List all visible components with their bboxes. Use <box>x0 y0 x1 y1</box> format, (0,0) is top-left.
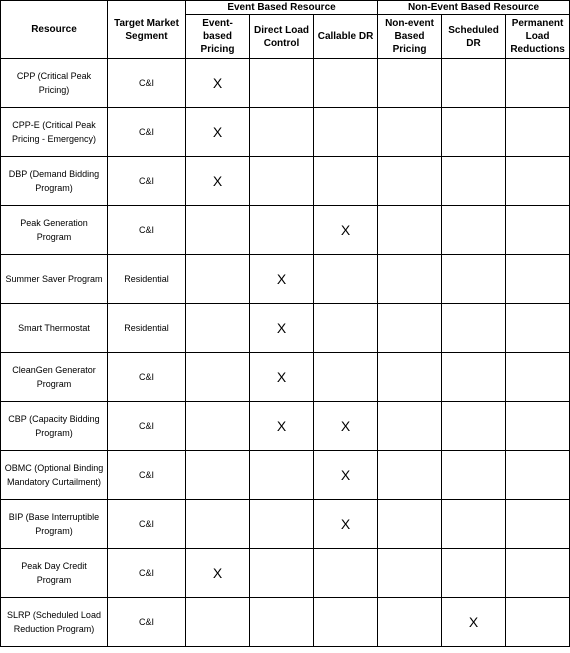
segment-cell: C&I <box>108 598 186 647</box>
mark-cell <box>506 59 570 108</box>
mark-cell <box>250 108 314 157</box>
mark-cell <box>506 598 570 647</box>
mark-cell <box>442 451 506 500</box>
mark-cell: X <box>186 108 250 157</box>
resource-cell: CPP (Critical Peak Pricing) <box>1 59 108 108</box>
table-row <box>1 206 570 255</box>
mark-cell <box>378 451 442 500</box>
mark-cell <box>506 353 570 402</box>
mark-cell <box>378 304 442 353</box>
table-row <box>1 402 570 451</box>
column-header-target-market-segment: Target Market Segment <box>108 1 186 59</box>
mark-cell <box>314 59 378 108</box>
segment-cell: C&I <box>108 108 186 157</box>
table-row <box>1 500 570 549</box>
mark-cell <box>378 108 442 157</box>
mark-cell <box>442 304 506 353</box>
mark-cell <box>378 549 442 598</box>
mark-cell <box>378 157 442 206</box>
mark-cell <box>250 157 314 206</box>
mark-cell <box>314 157 378 206</box>
segment-cell: C&I <box>108 206 186 255</box>
resource-cell: CBP (Capacity Bidding Program) <box>1 402 108 451</box>
group-header-non-event-based: Non-Event Based Resource <box>378 1 570 15</box>
mark-cell <box>506 402 570 451</box>
table-row <box>1 304 570 353</box>
segment-cell: C&I <box>108 500 186 549</box>
mark-cell <box>314 255 378 304</box>
mark-cell <box>250 598 314 647</box>
segment-cell: C&I <box>108 549 186 598</box>
mark-cell: X <box>186 59 250 108</box>
table-row <box>1 353 570 402</box>
mark-cell <box>378 59 442 108</box>
mark-cell <box>186 598 250 647</box>
mark-cell <box>442 255 506 304</box>
mark-cell <box>186 206 250 255</box>
table-row <box>1 59 570 108</box>
column-header-scheduled-dr: Scheduled DR <box>442 15 506 59</box>
mark-cell <box>250 451 314 500</box>
mark-cell <box>378 402 442 451</box>
mark-cell <box>378 206 442 255</box>
mark-cell <box>314 108 378 157</box>
resource-cell: CPP-E (Critical Peak Pricing - Emergency) <box>1 108 108 157</box>
mark-cell <box>186 500 250 549</box>
mark-cell: X <box>314 500 378 549</box>
segment-cell: Residential <box>108 255 186 304</box>
mark-cell <box>250 500 314 549</box>
mark-cell <box>506 255 570 304</box>
mark-cell <box>186 353 250 402</box>
mark-cell <box>442 157 506 206</box>
mark-cell <box>186 402 250 451</box>
table-row <box>1 157 570 206</box>
mark-cell <box>442 108 506 157</box>
mark-cell <box>442 206 506 255</box>
table-row <box>1 549 570 598</box>
segment-cell: C&I <box>108 59 186 108</box>
mark-cell <box>250 549 314 598</box>
mark-cell <box>506 206 570 255</box>
resource-cell: BIP (Base Interruptible Program) <box>1 500 108 549</box>
mark-cell <box>186 304 250 353</box>
resource-cell: CleanGen Generator Program <box>1 353 108 402</box>
mark-cell <box>378 353 442 402</box>
mark-cell: X <box>250 304 314 353</box>
mark-cell <box>378 500 442 549</box>
segment-cell: C&I <box>108 353 186 402</box>
resource-cell: OBMC (Optional Binding Mandatory Curtailment) <box>1 451 108 500</box>
resource-cell: Smart Thermostat <box>1 304 108 353</box>
mark-cell <box>442 402 506 451</box>
column-header-resource: Resource <box>1 1 108 59</box>
column-header-event-based-pricing: Event-based Pricing <box>186 15 250 59</box>
resource-cell: Peak Day Credit Program <box>1 549 108 598</box>
mark-cell: X <box>186 549 250 598</box>
segment-cell: C&I <box>108 157 186 206</box>
mark-cell: X <box>314 451 378 500</box>
mark-cell <box>442 549 506 598</box>
resource-cell: DBP (Demand Bidding Program) <box>1 157 108 206</box>
mark-cell <box>314 304 378 353</box>
mark-cell: X <box>314 206 378 255</box>
column-header-callable-dr: Callable DR <box>314 15 378 59</box>
mark-cell <box>442 59 506 108</box>
resource-cell: Summer Saver Program <box>1 255 108 304</box>
group-header-event-based: Event Based Resource <box>186 1 378 15</box>
mark-cell <box>506 549 570 598</box>
segment-cell: Residential <box>108 304 186 353</box>
mark-cell: X <box>314 402 378 451</box>
resource-cell: Peak Generation Program <box>1 206 108 255</box>
segment-cell: C&I <box>108 402 186 451</box>
column-header-permanent-load-reductions: Permanent Load Reductions <box>506 15 570 59</box>
mark-cell <box>314 353 378 402</box>
mark-cell <box>506 304 570 353</box>
column-header-direct-load-control: Direct Load Control <box>250 15 314 59</box>
mark-cell <box>378 255 442 304</box>
mark-cell <box>506 157 570 206</box>
mark-cell: X <box>250 353 314 402</box>
table-row <box>1 255 570 304</box>
table-row <box>1 108 570 157</box>
mark-cell: X <box>250 255 314 304</box>
segment-cell: C&I <box>108 451 186 500</box>
table-body <box>1 59 570 647</box>
mark-cell: X <box>250 402 314 451</box>
mark-cell <box>506 108 570 157</box>
mark-cell: X <box>186 157 250 206</box>
mark-cell <box>250 206 314 255</box>
mark-cell <box>250 59 314 108</box>
mark-cell: X <box>442 598 506 647</box>
mark-cell <box>314 598 378 647</box>
table-row <box>1 598 570 647</box>
mark-cell <box>186 255 250 304</box>
mark-cell <box>314 549 378 598</box>
mark-cell <box>186 451 250 500</box>
table-row <box>1 451 570 500</box>
column-header-non-event-based-pricing: Non-event Based Pricing <box>378 15 442 59</box>
resource-cell: SLRP (Scheduled Load Reduction Program) <box>1 598 108 647</box>
mark-cell <box>442 353 506 402</box>
mark-cell <box>506 500 570 549</box>
mark-cell <box>378 598 442 647</box>
mark-cell <box>506 451 570 500</box>
mark-cell <box>442 500 506 549</box>
